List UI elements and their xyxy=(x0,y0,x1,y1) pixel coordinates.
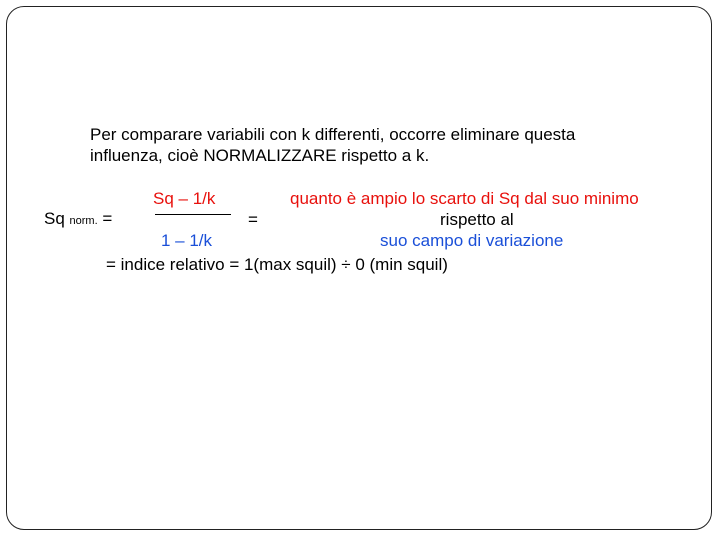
fraction-numerator: Sq – 1/k xyxy=(153,189,216,208)
description-line-1: quanto è ampio lo scarto di Sq dal suo minimo xyxy=(290,189,639,208)
intro-line-2: influenza, cioè NORMALIZZARE rispetto a k. xyxy=(90,146,430,165)
fraction-bar xyxy=(155,214,231,215)
sq-symbol: Sq xyxy=(44,209,65,228)
equals-sign-2: = xyxy=(248,210,258,229)
fraction-denominator: 1 – 1/k xyxy=(161,231,213,250)
description-line-2: rispetto al xyxy=(440,210,514,229)
norm-subscript: norm. xyxy=(69,215,98,227)
sq-norm-label xyxy=(44,209,112,231)
intro-text xyxy=(90,124,575,166)
equals-sign-1: = xyxy=(102,209,113,228)
intro-line-1: Per comparare variabili con k differenti, occorre eliminare questa xyxy=(90,125,576,144)
relative-index-line: = indice relativo = 1(max squil) ÷ 0 (min squil) xyxy=(106,255,448,274)
description-line-3: suo campo di variazione xyxy=(380,231,564,250)
